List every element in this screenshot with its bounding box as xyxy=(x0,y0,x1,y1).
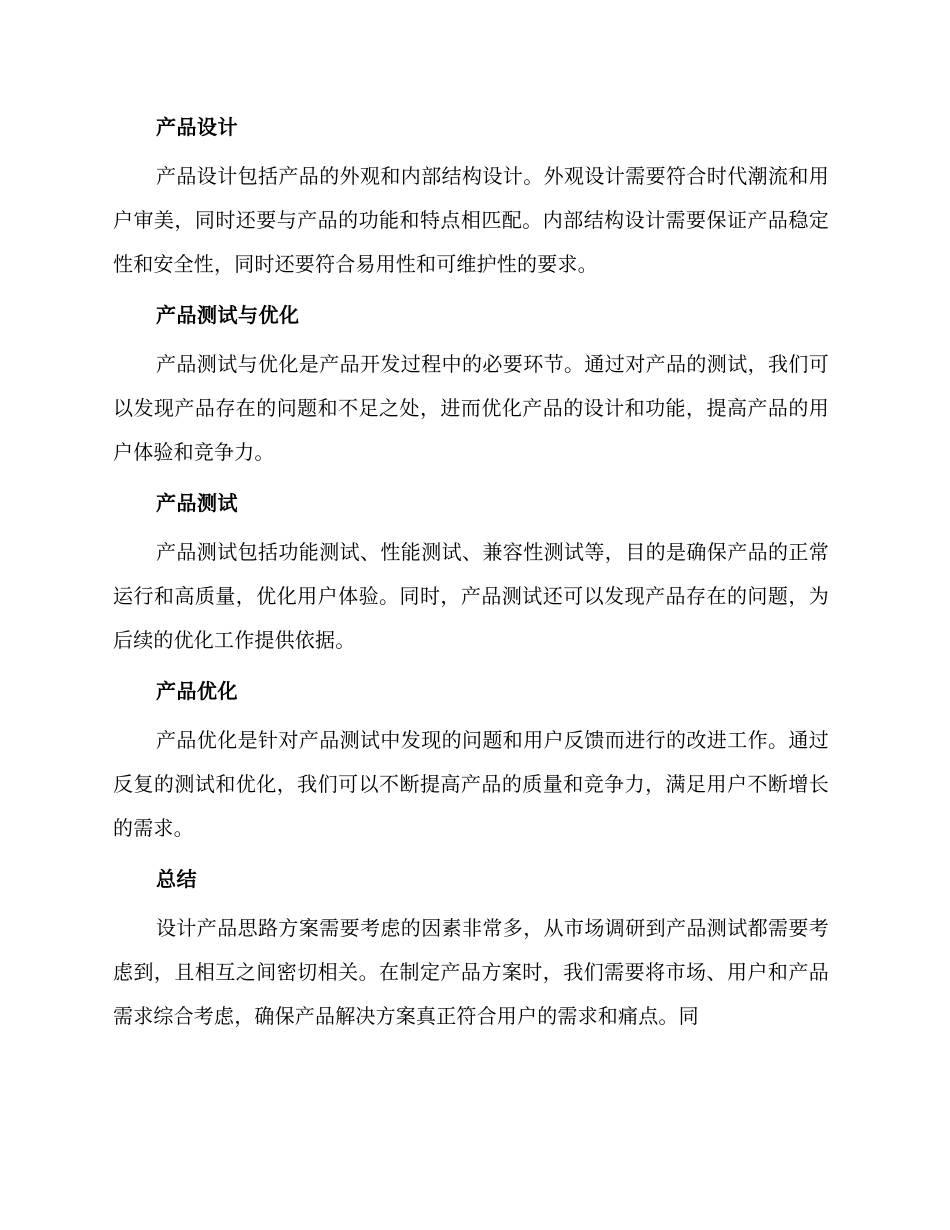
section-heading-product-design: 产品设计 xyxy=(156,115,238,139)
section-heading-product-testing: 产品测试 xyxy=(156,491,238,515)
section-paragraph-product-optimization: 产品优化是针对产品测试中发现的问题和用户反馈而进行的改进工作。通过反复的测试和优化，我们可以不断提高产品的质量和竞争力，满足用户不断增长的需求。 xyxy=(113,728,829,840)
section-heading-product-optimization: 产品优化 xyxy=(156,679,238,703)
section-heading-summary: 总结 xyxy=(156,867,197,891)
section-paragraph-product-design: 产品设计包括产品的外观和内部结构设计。外观设计需要符合时代潮流和用户审美，同时还要与产品的功能和特点相匹配。内部结构设计需要保证产品稳定性和安全性，同时还要符合易用性和可维护性的要求。 xyxy=(113,164,829,276)
document-body xyxy=(113,112,829,1038)
section-heading-testing-optimization: 产品测试与优化 xyxy=(156,303,300,327)
section-paragraph-testing-optimization: 产品测试与优化是产品开发过程中的必要环节。通过对产品的测试，我们可以发现产品存在的问题和不足之处，进而优化产品的设计和功能，提高产品的用户体验和竞争力。 xyxy=(113,352,829,464)
section-paragraph-product-testing: 产品测试包括功能测试、性能测试、兼容性测试等，目的是确保产品的正常运行和高质量，优化用户体验。同时，产品测试还可以发现产品存在的问题，为后续的优化工作提供依据。 xyxy=(113,540,829,652)
section-paragraph-summary: 设计产品思路方案需要考虑的因素非常多，从市场调研到产品测试都需要考虑到，且相互之间密切相关。在制定产品方案时，我们需要将市场、用户和产品需求综合考虑，确保产品解决方案真正符合用户的需求和痛点。同 xyxy=(113,916,829,1028)
